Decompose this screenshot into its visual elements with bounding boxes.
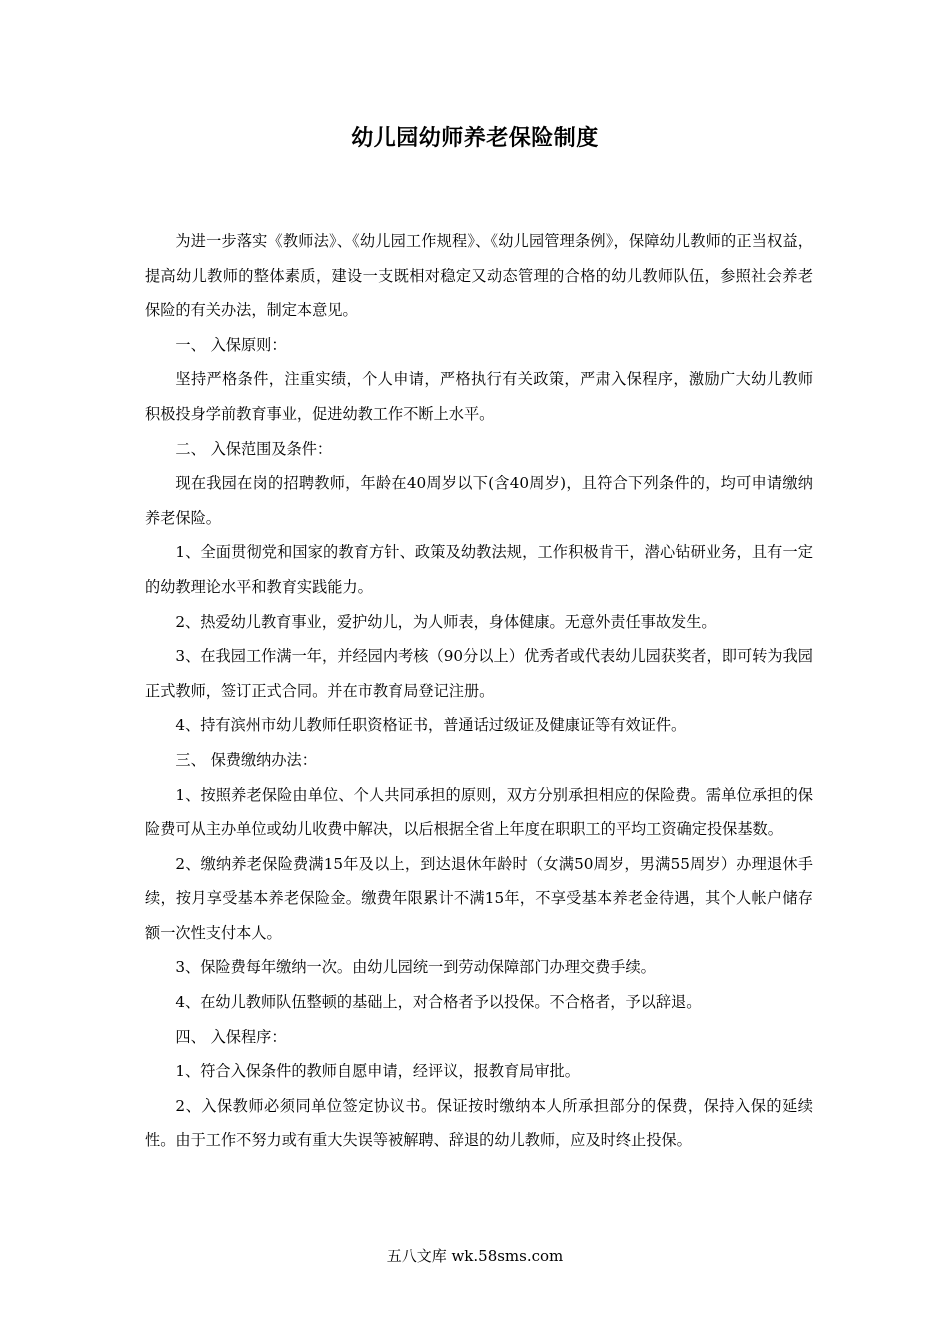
- list-item: 3、在我园工作满一年，并经园内考核（90分以上）优秀者或代表幼儿园获奖者，即可转为我园正式教师，签订正式合同。并在市教育局登记注册。: [145, 647, 813, 700]
- intro-paragraph: 为进一步落实《教师法》、《幼儿园工作规程》、《幼儿园管理条例》，保障幼儿教师的正当权益，提高幼儿教师的整体素质，建设一支既相对稳定又动态管理的合格的幼儿教师队伍，参照社会养老保险的有关办法，制定本意见。: [145, 232, 813, 320]
- list-item: 2、缴纳养老保险费满15年及以上，到达退休年龄时（女满50周岁，男满55周岁）办理退休手续，按月享受基本养老保险金。缴费年限累计不满15年，不享受基本养老金待遇，其个人帐户储存额一次性支付本人。: [145, 854, 813, 942]
- paragraph: 现在我园在岗的招聘教师，年龄在40周岁以下(含40周岁)，且符合下列条件的，均可申请缴纳养老保险。: [145, 474, 813, 527]
- section-heading-3: 三、 保费缴纳办法：: [175, 750, 317, 769]
- list-item: 1、全面贯彻党和国家的教育方针、政策及幼教法规，工作积极肯干，潜心钻研业务，且有一定的幼教理论水平和教育实践能力。: [145, 543, 813, 596]
- list-item: 4、持有滨州市幼儿教师任职资格证书，普通话过级证及健康证等有效证件。: [175, 716, 687, 735]
- document-body: [145, 224, 813, 1158]
- section-heading-4: 四、 入保程序：: [175, 1027, 287, 1046]
- section-heading-1: 一、 入保原则：: [175, 335, 287, 354]
- list-item: 4、在幼儿教师队伍整顿的基础上，对合格者予以投保。不合格者，予以辞退。: [175, 993, 702, 1012]
- page-footer: 五八文库 wk.58sms.com: [386, 1247, 564, 1265]
- section-heading-2: 二、 入保范围及条件：: [175, 439, 333, 458]
- list-item: 1、符合入保条件的教师自愿申请，经评议，报教育局审批。: [175, 1062, 580, 1081]
- document-title: 幼儿园幼师养老保险制度: [351, 125, 599, 151]
- list-item: 3、保险费每年缴纳一次。由幼儿园统一到劳动保障部门办理交费手续。: [175, 958, 656, 977]
- paragraph: 坚持严格条件，注重实绩，个人申请，严格执行有关政策，严肃入保程序，激励广大幼儿教师积极投身学前教育事业，促进幼教工作不断上水平。: [145, 370, 813, 423]
- list-item: 2、热爱幼儿教育事业，爱护幼儿，为人师表，身体健康。无意外责任事故发生。: [175, 612, 717, 631]
- list-item: 2、入保教师必须同单位签定协议书。保证按时缴纳本人所承担部分的保费，保持入保的延续性。由于工作不努力或有重大失误等被解聘、辞退的幼儿教师，应及时终止投保。: [145, 1096, 813, 1150]
- list-item: 1、按照养老保险由单位、个人共同承担的原则，双方分别承担相应的保险费。需单位承担的保险费可从主办单位或幼儿收费中解决，以后根据全省上年度在职职工的平均工资确定投保基数。: [145, 785, 813, 839]
